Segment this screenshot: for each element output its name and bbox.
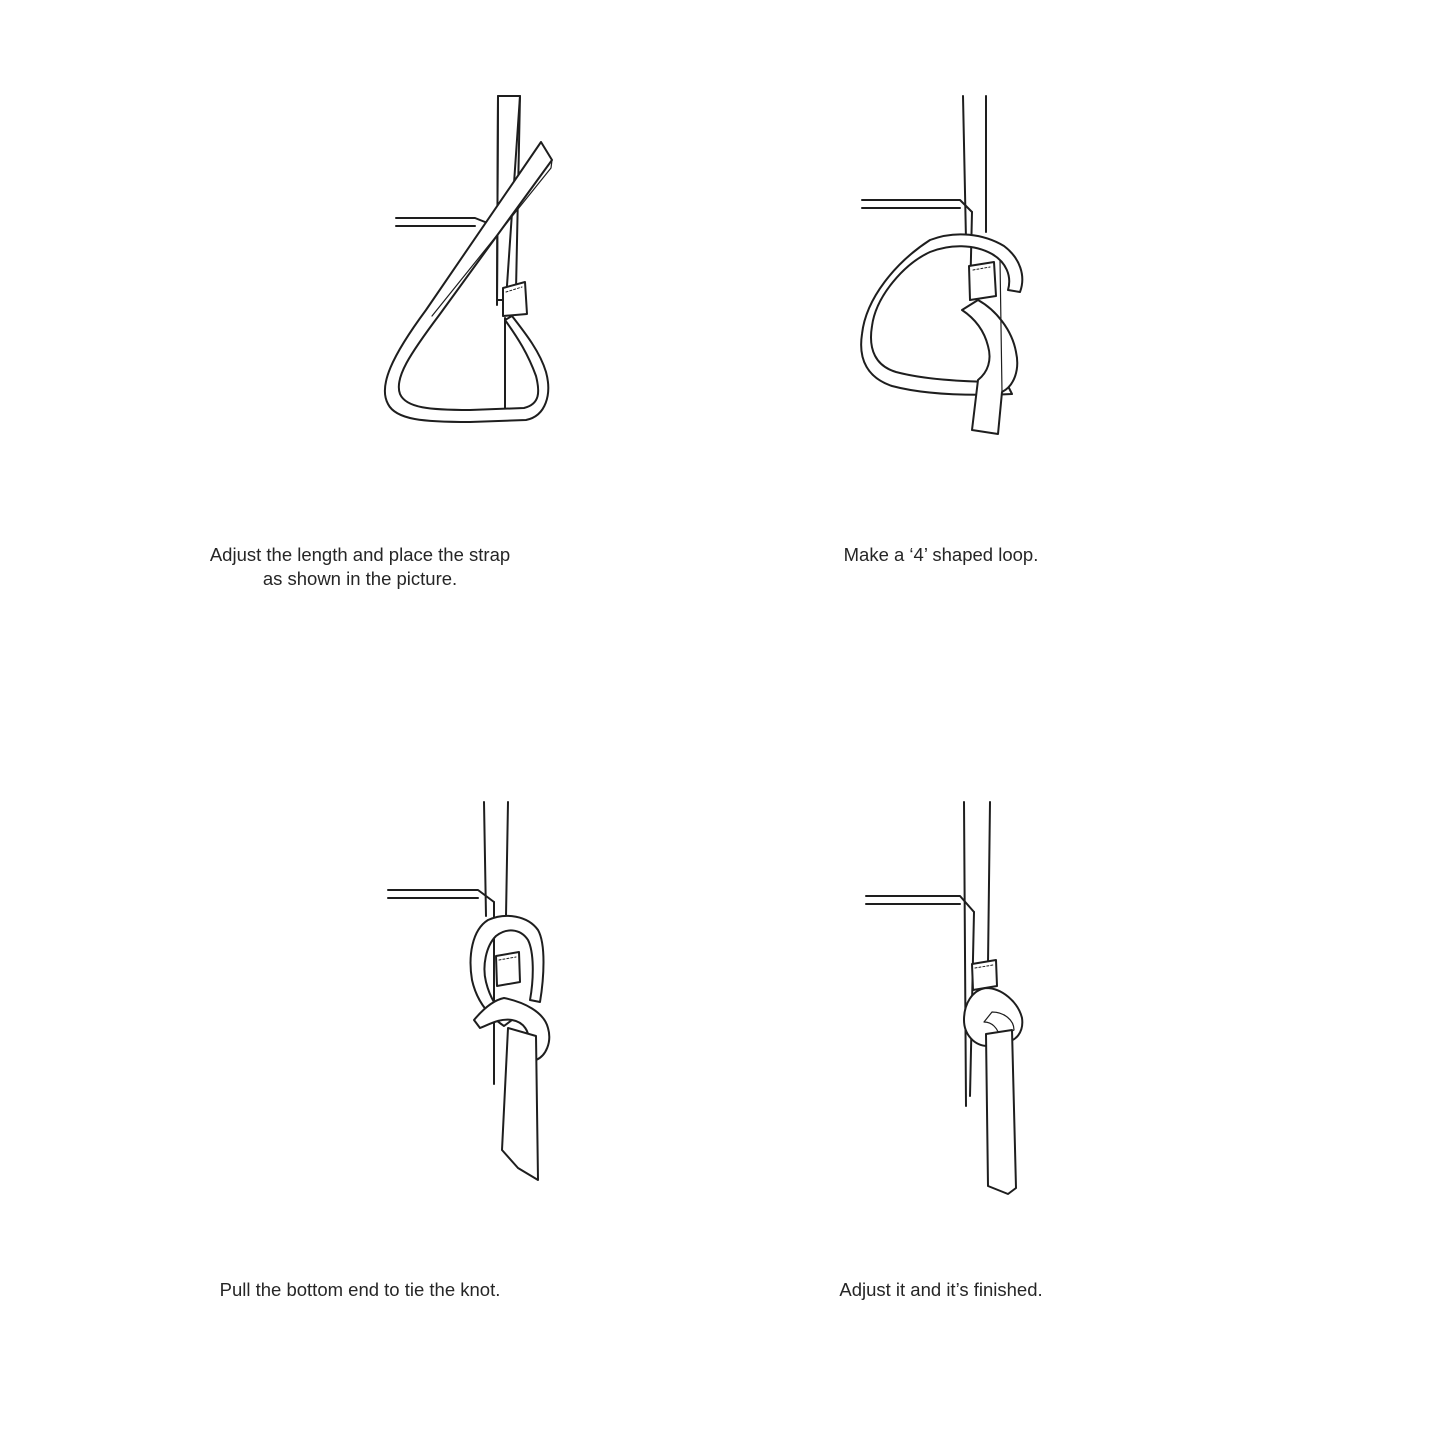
- strap-keeper: [972, 960, 997, 990]
- step-1-panel: [0, 0, 716, 716]
- bag-top-edge: [396, 218, 495, 226]
- step-1-illustration: [0, 0, 716, 716]
- vertical-strap-left: [484, 802, 486, 916]
- step-4-caption: Adjust it and it’s finished.: [839, 1279, 1043, 1300]
- bag-top-edge: [862, 200, 972, 212]
- strap-hanging-end: [962, 300, 1017, 434]
- step-2-panel: [716, 0, 1432, 716]
- vertical-strap-left: [963, 96, 966, 240]
- vertical-strap-left: [964, 802, 966, 1106]
- strap-loop: [385, 142, 552, 422]
- step-2-illustration: [716, 0, 1432, 716]
- vertical-strap-right: [506, 802, 508, 916]
- strap-hanging-end: [986, 1030, 1016, 1194]
- bag-top-edge: [388, 890, 494, 902]
- strap-hanging-end: [502, 1028, 538, 1180]
- step-4-illustration: [716, 716, 1432, 1432]
- vertical-strap-left: [497, 96, 498, 305]
- step-3-caption: Pull the bottom end to tie the knot.: [219, 1279, 501, 1300]
- strap-keeper: [503, 282, 527, 316]
- step-1-caption: Adjust the length and place the strap as shown in the picture.: [209, 544, 511, 589]
- step-2-caption: Make a ‘4’ shaped loop.: [843, 544, 1039, 565]
- step-3-panel: [0, 716, 716, 1432]
- step-4-panel: [716, 716, 1432, 1432]
- vertical-strap-right: [988, 802, 990, 964]
- step-3-illustration: [0, 716, 716, 1432]
- strap-keeper: [969, 262, 996, 300]
